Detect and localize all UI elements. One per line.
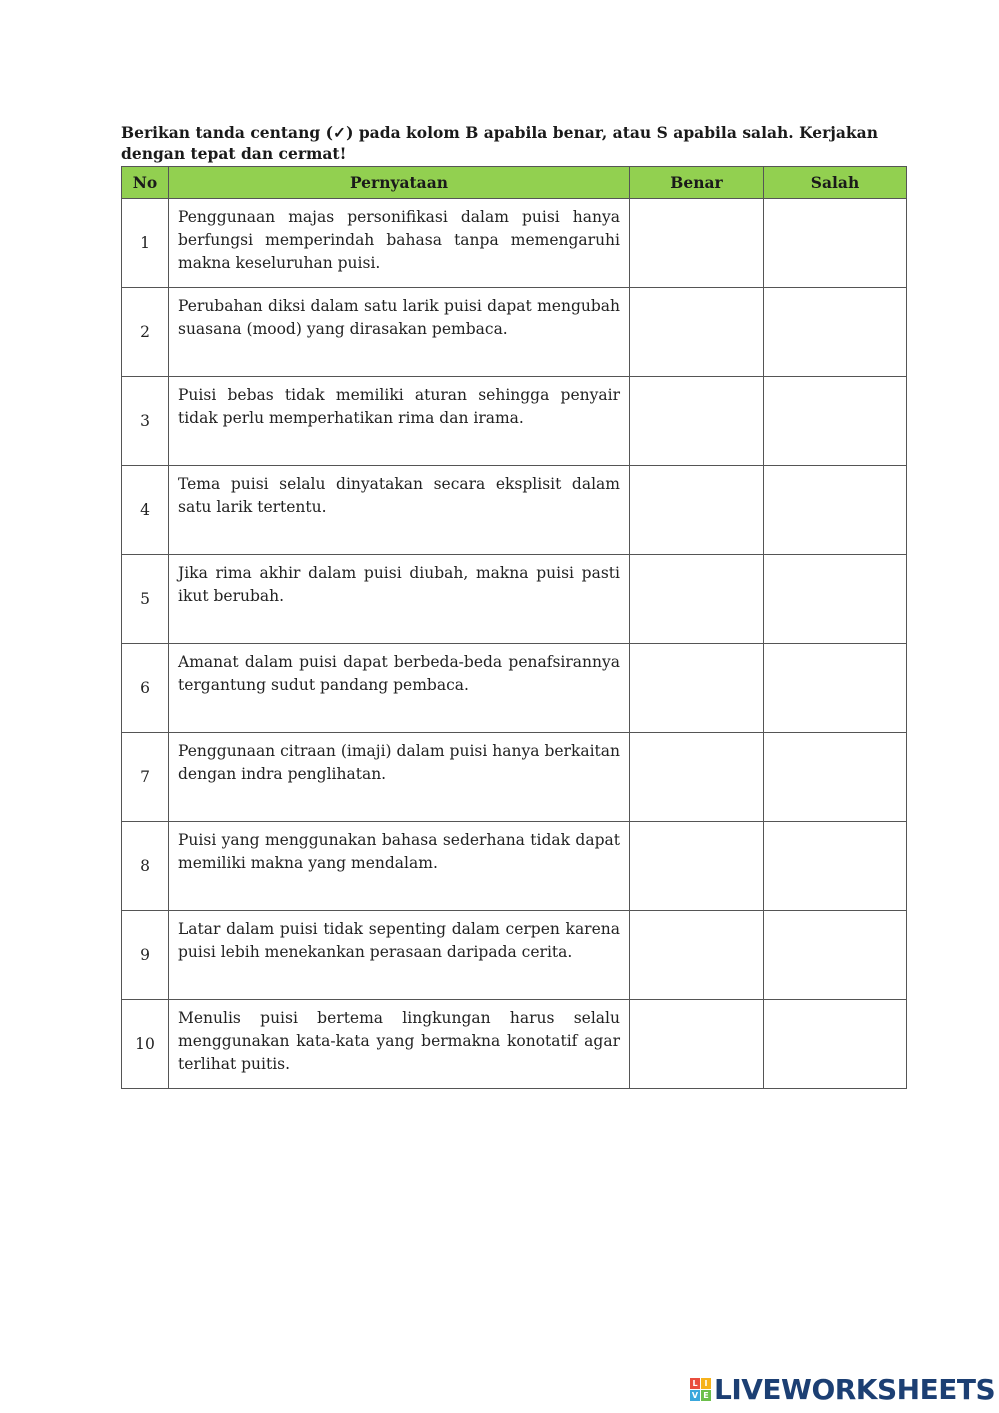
answer-true-cell[interactable] <box>630 377 764 466</box>
answer-false-cell[interactable] <box>764 288 907 377</box>
answer-false-cell[interactable] <box>764 733 907 822</box>
row-statement-cell <box>169 733 630 822</box>
row-number: 2 <box>122 288 169 377</box>
quiz-table <box>121 166 907 1089</box>
header-no: No <box>122 167 169 199</box>
liveworksheets-logo <box>690 1373 995 1405</box>
row-number: 4 <box>122 466 169 555</box>
row-statement-cell <box>169 1000 630 1089</box>
row-number: 10 <box>122 1000 169 1089</box>
answer-true-cell[interactable] <box>630 733 764 822</box>
table-row <box>122 377 907 466</box>
row-statement-cell <box>169 911 630 1000</box>
row-statement: Menulis puisi bertema lingkungan harus selalu menggunakan kata-kata yang bermakna konotatif agar terlihat puitis. <box>178 1009 620 1073</box>
row-number: 5 <box>122 555 169 644</box>
header-true: Benar <box>630 167 764 199</box>
row-number: 6 <box>122 644 169 733</box>
table-row <box>122 822 907 911</box>
row-statement-cell <box>169 288 630 377</box>
table-row <box>122 911 907 1000</box>
row-statement: Puisi yang menggunakan bahasa sederhana tidak dapat memiliki makna yang mendalam. <box>178 831 620 872</box>
logo-icon <box>690 1378 711 1401</box>
row-statement: Penggunaan citraan (imaji) dalam puisi hanya berkaitan dengan indra penglihatan. <box>178 742 620 783</box>
row-statement-cell <box>169 822 630 911</box>
row-number: 9 <box>122 911 169 1000</box>
answer-false-cell[interactable] <box>764 1000 907 1089</box>
row-statement-cell <box>169 466 630 555</box>
row-statement: Tema puisi selalu dinyatakan secara eksplisit dalam satu larik tertentu. <box>178 475 620 516</box>
logo-text: LIVEWORKSHEETS <box>714 1372 996 1406</box>
row-statement: Penggunaan majas personifikasi dalam puisi hanya berfungsi memperindah bahasa tanpa memengaruhi makna keseluruhan puisi. <box>178 208 620 272</box>
header-false: Salah <box>764 167 907 199</box>
logo-tile-e: E <box>701 1390 711 1401</box>
answer-false-cell[interactable] <box>764 555 907 644</box>
instruction-text: Berikan tanda centang (✓) pada kolom B apabila benar, atau S apabila salah. Kerjakan dengan tepat dan cermat! <box>121 123 878 163</box>
answer-false-cell[interactable] <box>764 644 907 733</box>
answer-false-cell[interactable] <box>764 377 907 466</box>
answer-true-cell[interactable] <box>630 288 764 377</box>
table-row <box>122 733 907 822</box>
row-statement-cell <box>169 644 630 733</box>
answer-false-cell[interactable] <box>764 822 907 911</box>
table-row <box>122 555 907 644</box>
table-row <box>122 466 907 555</box>
row-number: 3 <box>122 377 169 466</box>
row-statement: Jika rima akhir dalam puisi diubah, makna puisi pasti ikut berubah. <box>178 564 620 605</box>
row-statement: Amanat dalam puisi dapat berbeda-beda penafsirannya tergantung sudut pandang pembaca. <box>178 653 620 694</box>
logo-tile-l: L <box>690 1378 700 1389</box>
row-statement: Perubahan diksi dalam satu larik puisi dapat mengubah suasana (mood) yang dirasakan pembaca. <box>178 297 620 338</box>
answer-false-cell[interactable] <box>764 199 907 288</box>
answer-true-cell[interactable] <box>630 1000 764 1089</box>
row-statement: Latar dalam puisi tidak sepenting dalam cerpen karena puisi lebih menekankan perasaan daripada cerita. <box>178 920 620 961</box>
logo-tile-i: I <box>701 1378 711 1389</box>
row-statement: Puisi bebas tidak memiliki aturan sehingga penyair tidak perlu memperhatikan rima dan irama. <box>178 386 620 427</box>
answer-true-cell[interactable] <box>630 822 764 911</box>
row-number: 8 <box>122 822 169 911</box>
row-statement-cell <box>169 377 630 466</box>
table-header-row <box>122 167 907 199</box>
answer-true-cell[interactable] <box>630 199 764 288</box>
row-statement-cell <box>169 199 630 288</box>
row-statement-cell <box>169 555 630 644</box>
table-row <box>122 288 907 377</box>
table-row <box>122 644 907 733</box>
answer-true-cell[interactable] <box>630 911 764 1000</box>
answer-true-cell[interactable] <box>630 644 764 733</box>
table-row <box>122 1000 907 1089</box>
answer-true-cell[interactable] <box>630 555 764 644</box>
answer-true-cell[interactable] <box>630 466 764 555</box>
row-number: 7 <box>122 733 169 822</box>
header-statement: Pernyataan <box>169 167 630 199</box>
answer-false-cell[interactable] <box>764 911 907 1000</box>
table-body <box>122 199 907 1089</box>
table-row <box>122 199 907 288</box>
answer-false-cell[interactable] <box>764 466 907 555</box>
row-number: 1 <box>122 199 169 288</box>
logo-tile-v: V <box>691 1390 699 1400</box>
